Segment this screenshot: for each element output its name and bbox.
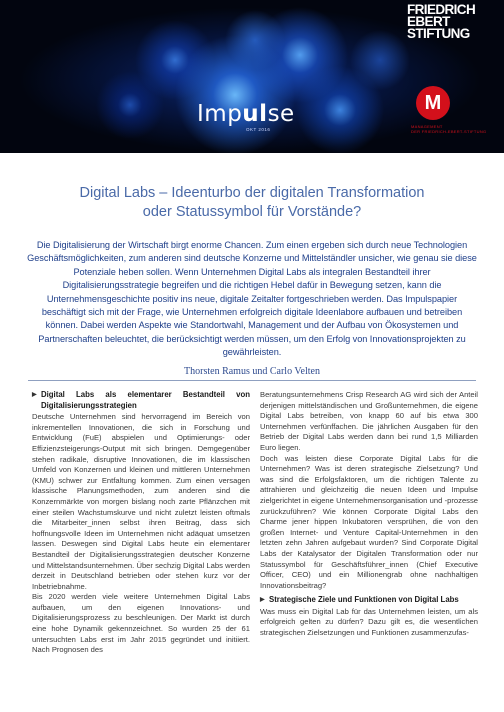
abstract: Die Digitalisierung der Wirtschaft birgt enorme Chancen. Zum einen ergeben sich durch neue Technologien Geschäftsmöglichkeiten, zum anderen sind deutsche Konzerne und Mittelständler unsicher, wie genau sie diese Potenziale heben sollen. Wenn Unternehmen Digital Labs als integralen Bestandteil ihrer Digitalisierungsstrategie begreifen und die richtigen Hebel dafür in Bewegung setzen, kann die Unternehmensgeschichte positiv ins neue, digitale Zeitalter fortgeschrieben werden. Das Impulspapier beschäftigt sich mit der Frage, wie Unternehmen erfolgreich digitale Ideenlabore aufbauen und betreiben können. Dabei werden Aspekte wie Standortwahl, Management und der Aufbau von Ökosystemen und Partnerschaften beleuchtet, die berücksichtigt werden müssen, um den Erfolg von Innovationsprojekten zu gewährleisten. — [27, 240, 477, 358]
impulse-logo: Impulse — [197, 101, 295, 127]
issue-date: OKT 2016 — [246, 127, 271, 132]
paragraph: Deutsche Unternehmen sind hervorragend im Bereich von inkrementellen Innovationen, die sich in Forschung und Entwicklung (FuE) abspielen und Optimierungs- oder Effizienzsteigerungs-Output mit sich bringen. Demgegenüber stehen radikale, disruptive Innovationen, die im klassischen Umfeld von Konzernen und kleinen und mittleren Unternehmen (KMU) schwer zur Entfaltung kommen. Zum einen versagen klassische Planungsmethoden, zum anderen sind die Konzernmärkte von morgen bislang noch zarte Pflänzchen mit einer steilen Wachstumskurve und nicht zuletzt leisten oftmals die Mitarbeiter_innen selbst ihren Beitrag, dass sich hoffnungsvolle Ideen im Unternehmen nicht adäquat umsetzen lassen. Deswegen sind Digital Labs heute ein elementarer Bestandteil der Digitalisierungsstrategien deutscher Konzerne und Mittelstandsunternehmen. Über sechzig Digital Labs werden derzeit in Deutschland betrieben oder stehen kurz vor der Inbetriebnahme. — [32, 412, 250, 591]
divider — [28, 380, 476, 381]
triangle-bullet-icon: ▶ — [260, 597, 265, 604]
triangle-bullet-icon: ▶ — [32, 392, 37, 398]
section-heading: ▶ Strategische Ziele und Funktionen von Digital Labs — [260, 595, 459, 605]
paragraph: Bis 2020 werden viele weitere Unternehmen Digital Labs aufbauen, um den eigenen Innovations- und Digitalisierungsprozess zu beschleunigen. Der Markt ist durch eine hohe Dynamik gekennzeichnet. So wurden 25 der 61 untersuchten Labs erst im Jahr 2015 gegründet und initiiert. Nach Prognosen des — [32, 592, 250, 655]
paragraph: Beratungsunternehmens Crisp Research AG wird sich der Anteil derjenigen mittelständischen und Großunternehmen, die eigene Digital Labs betreiben, von knapp 60 auf bis etwa 300 Unternehmen verfünffachen. Die jährlichen Ausgaben für den Betrieb der Digital Labs werden dann bei rund 1,5 Milliarden Euro liegen. — [260, 390, 478, 452]
right-column — [260, 390, 478, 639]
management-logo: M — [416, 86, 450, 120]
header-banner — [0, 0, 504, 153]
management-logo-caption: MANAGEMENT DER FRIEDRICH-EBERT-STIFTUNG — [411, 124, 487, 134]
section-heading: ▶ Digital Labs als elementarer Bestandteil von Digitalisierungsstrategien — [32, 390, 250, 410]
document-title: Digital Labs – Ideenturbo der digitalen Transformation oder Statussymbol für Vorstände? — [79, 185, 425, 220]
paragraph: Was muss ein Digital Lab für das Unternehmen leisten, um als erfolgreich gelten zu dürfen? Dazu gilt es, die wesentlichen strategischen Zielsetzungen und Funktionen zusammenzufas- — [260, 606, 478, 638]
fes-logo: FRIEDRICH EBERT STIFTUNG — [407, 2, 476, 41]
paragraph: Doch was leisten diese Corporate Digital Labs für die Unternehmen? Was ist deren strategische Zielsetzung? Und was sind die Erfolgsfaktoren, um die richtigen Talente zu attrahieren und gleichzeitig die neuen Ideen und Impulse zielgerichtet in eigene Unternehmensorganisation und -prozesse zurückzuführen? Wie können Corporate Digital Labs den Charme jener hippen Inkubatoren versprühen, die von den großen Internet- und Venture Capital-Unternehmen in den letzten zehn Jahren aufgebaut wurden? Sind Corporate Digital Labs der Katalysator der Digitalen Transformation oder nur Statussymbol für Geschäftsführer_innen (Chief Executive Officer, CEO) und ein Millionengrab ohne nachhaltigen Innovationsbeitrag? — [260, 453, 478, 590]
left-column — [32, 390, 250, 656]
authors: Thorsten Ramus und Carlo Velten — [184, 366, 320, 377]
